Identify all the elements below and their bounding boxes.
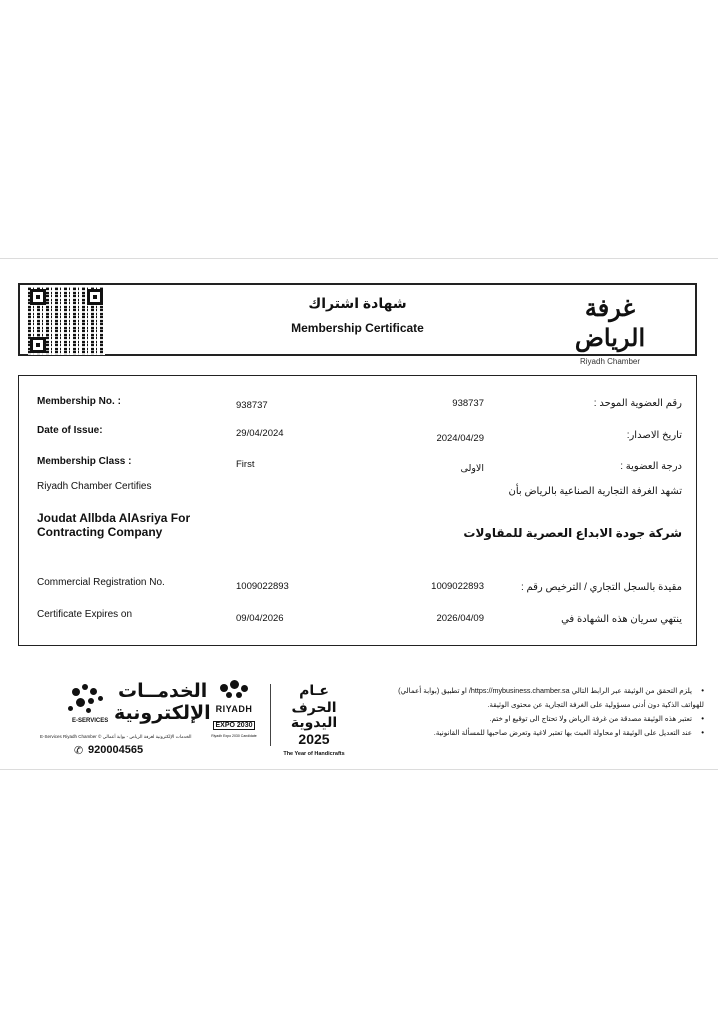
eservices-title-ar-1: الخدمــات: [118, 681, 208, 702]
membership-class-value-ar: الاولى: [460, 463, 484, 474]
expo-mark-icon: [214, 680, 254, 702]
logo-text-ar: غرفة الرياض: [574, 293, 646, 352]
eservices-dots-icon: [68, 682, 108, 716]
commercial-registration-label: Commercial Registration No.: [37, 577, 165, 588]
membership-class-label: Membership Class :: [37, 456, 132, 467]
note-item: • تعتبر هذه الوثيقة مصدقة من غرفة الرياض ولا تحتاج الى توقيع او ختم.: [354, 712, 704, 726]
date-of-issue-label-ar: تاريخ الاصدار:: [626, 430, 682, 441]
membership-no-label: Membership No. :: [37, 396, 121, 407]
date-of-issue-value-en: 29/04/2024: [236, 428, 284, 439]
note-item: • عند التعديل على الوثيقة او محاولة العبث بها تعتبر لاغية وتعرض صاحبها للمسألة القانونية.: [354, 726, 704, 740]
eservices-title-ar-2: الإلكترونية: [114, 703, 211, 724]
phone-icon: ✆: [74, 745, 84, 757]
expiry-value-ar: 2026/04/09: [436, 613, 484, 624]
verification-notes: [354, 684, 704, 740]
note-item: • يلزم التحقق من الوثيقة عبر الرابط التالي https://mybusiness.chamber.sa/ او تطبيق (بوابة أعمالي): [354, 684, 704, 698]
eservices-label: E-SERVICES: [72, 718, 109, 724]
membership-class-value-en: First: [236, 459, 255, 470]
certificate-footer: [0, 670, 718, 760]
riyadh-chamber-logo: [555, 293, 665, 366]
date-of-issue-value-ar: 2024/04/29: [436, 433, 484, 444]
year-of-handicrafts-logo: [278, 682, 350, 757]
expiry-label-ar: ينتهي سريان هذه الشهادة في: [561, 614, 682, 625]
certificate-title-en: Membership Certificate: [291, 321, 424, 335]
commercial-registration-value-en: 1009022893: [236, 581, 289, 592]
company-name-ar: شركة جودة الابداع العصرية للمقاولات: [463, 526, 682, 540]
certifies-label: Riyadh Chamber Certifies: [37, 481, 152, 492]
expiry-label: Certificate Expires on: [37, 609, 133, 620]
expo-riyadh-text: RIYADH: [215, 704, 253, 714]
company-name-en: Joudat Allbda AlAsriya For Contracting Company: [37, 511, 191, 539]
footer-divider: [270, 684, 271, 746]
membership-no-value-en: 938737: [236, 400, 268, 411]
expo-year-text: EXPO 2030: [213, 721, 256, 730]
certifies-label-ar: تشهد الغرفة التجارية الصناعية بالرياض بأن: [508, 486, 682, 497]
logo-text-en: Riyadh Chamber: [579, 357, 641, 366]
eservices-logo: [40, 678, 211, 758]
membership-no-value-ar: 938737: [452, 398, 484, 409]
commercial-registration-label-ar: مقيدة بالسجل التجاري / الترخيص رقم :: [520, 582, 682, 593]
commercial-registration-value-ar: 1009022893: [431, 581, 484, 592]
riyadh-expo-logo: [207, 680, 261, 756]
certificate-details: [18, 375, 697, 646]
handicrafts-title-en: The Year of Handicrafts: [283, 751, 345, 757]
certificate-header: [18, 283, 697, 366]
note-item: للهواتف الذكية دون أدنى مسؤولية على الغرفة التجارية عن محتوى الوثيقة.: [487, 700, 704, 709]
certificate-title-ar: شهادة اشتراك: [308, 295, 407, 311]
handicrafts-title-ar-2: اليدوية 2025: [290, 714, 338, 747]
membership-no-label-ar: رقم العضوية الموحد :: [593, 398, 682, 409]
membership-class-label-ar: درجة العضوية :: [620, 461, 682, 472]
eservices-phone: 920004565: [88, 744, 144, 756]
eservices-small-text: E-Services Riyadh Chamber © الخدمات الإلكترونية لغرفة الرياض - بوابة أعمالي: [40, 734, 192, 739]
expo-small-text: Riyadh Expo 2030 Candidate: [211, 734, 257, 738]
handicrafts-title-ar-1: عـام الحرف: [291, 682, 337, 715]
expiry-value-en: 09/04/2026: [236, 613, 284, 624]
date-of-issue-label: Date of Issue:: [37, 425, 103, 436]
